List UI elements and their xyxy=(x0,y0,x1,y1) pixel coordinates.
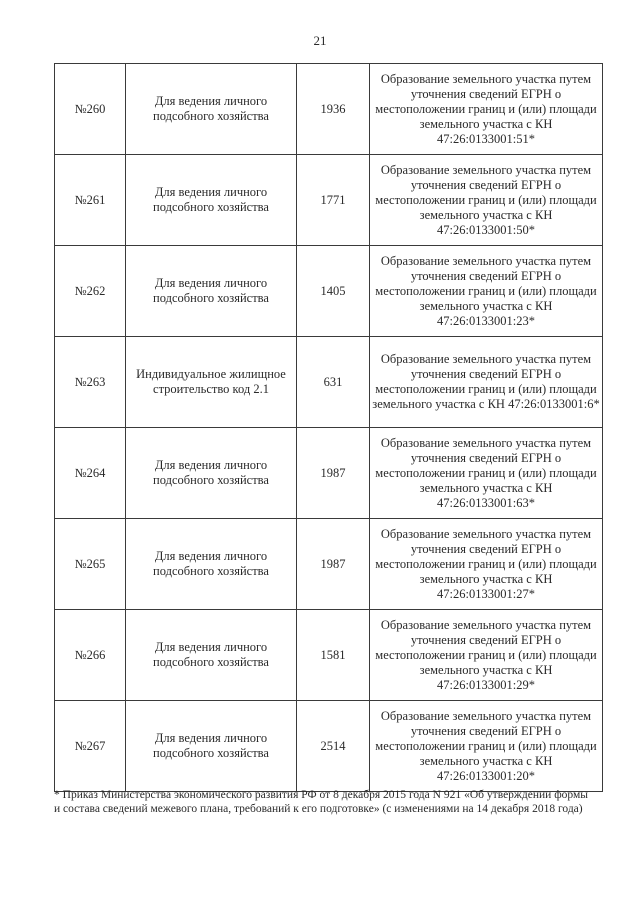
description-cell: Образование земельного участка путем уточнения сведений ЕГРН о местоположении границ и (или) площади земельного участка с КН 47:26:0133001:20* xyxy=(370,701,603,792)
parcel-number-cell: №267 xyxy=(55,701,126,792)
description-cell: Образование земельного участка путем уточнения сведений ЕГРН о местоположении границ и (или) площади земельного участка с КН 47:26:0133001:63* xyxy=(370,428,603,519)
description-cell: Образование земельного участка путем уточнения сведений ЕГРН о местоположении границ и (или) площади земельного участка с КН 47:26:0133001:50* xyxy=(370,155,603,246)
parcel-number-cell: №265 xyxy=(55,519,126,610)
area-cell: 1771 xyxy=(297,155,370,246)
parcel-number-cell: №260 xyxy=(55,64,126,155)
area-cell: 2514 xyxy=(297,701,370,792)
parcel-number-cell: №263 xyxy=(55,337,126,428)
land-use-cell: Для ведения личного подсобного хозяйства xyxy=(126,64,297,155)
land-use-cell: Для ведения личного подсобного хозяйства xyxy=(126,610,297,701)
table-row xyxy=(55,610,603,701)
description-cell: Образование земельного участка путем уточнения сведений ЕГРН о местоположении границ и (или) площади земельного участка с КН 47:26:0133001:27* xyxy=(370,519,603,610)
table-row xyxy=(55,701,603,792)
area-cell: 1581 xyxy=(297,610,370,701)
area-cell: 631 xyxy=(297,337,370,428)
parcel-number-cell: №266 xyxy=(55,610,126,701)
area-cell: 1987 xyxy=(297,519,370,610)
parcels-table-body xyxy=(55,64,603,792)
area-cell: 1987 xyxy=(297,428,370,519)
description-cell: Образование земельного участка путем уточнения сведений ЕГРН о местоположении границ и (или) площади земельного участка с КН 47:26:0133001:29* xyxy=(370,610,603,701)
description-cell: Образование земельного участка путем уточнения сведений ЕГРН о местоположении границ и (или) площади земельного участка с КН 47:26:0133001:51* xyxy=(370,64,603,155)
parcel-number-cell: №264 xyxy=(55,428,126,519)
land-use-cell: Для ведения личного подсобного хозяйства xyxy=(126,155,297,246)
parcels-table xyxy=(54,63,603,792)
table-row xyxy=(55,337,603,428)
area-cell: 1405 xyxy=(297,246,370,337)
land-use-cell: Для ведения личного подсобного хозяйства xyxy=(126,246,297,337)
description-cell: Образование земельного участка путем уточнения сведений ЕГРН о местоположении границ и (или) площади земельного участка с КН 47:26:0133001:6* xyxy=(370,337,603,428)
land-use-cell: Для ведения личного подсобного хозяйства xyxy=(126,701,297,792)
table-row xyxy=(55,64,603,155)
description-cell: Образование земельного участка путем уточнения сведений ЕГРН о местоположении границ и (или) площади земельного участка с КН 47:26:0133001:23* xyxy=(370,246,603,337)
parcel-number-cell: №262 xyxy=(55,246,126,337)
table-row xyxy=(55,246,603,337)
land-use-cell: Для ведения личного подсобного хозяйства xyxy=(126,428,297,519)
area-cell: 1936 xyxy=(297,64,370,155)
parcel-number-cell: №261 xyxy=(55,155,126,246)
land-use-cell: Для ведения личного подсобного хозяйства xyxy=(126,519,297,610)
table-row xyxy=(55,519,603,610)
page-number: 21 xyxy=(313,33,327,48)
table-row xyxy=(55,428,603,519)
footnote: * Приказ Министерства экономического развития РФ от 8 декабря 2015 года N 921 «Об утверждении формы и состава сведений межевого плана, требований к его подготовке» (с изменениями на 14 декабря 2018 года) xyxy=(54,789,588,815)
land-use-cell: Индивидуальное жилищное строительство код 2.1 xyxy=(126,337,297,428)
table-row xyxy=(55,155,603,246)
